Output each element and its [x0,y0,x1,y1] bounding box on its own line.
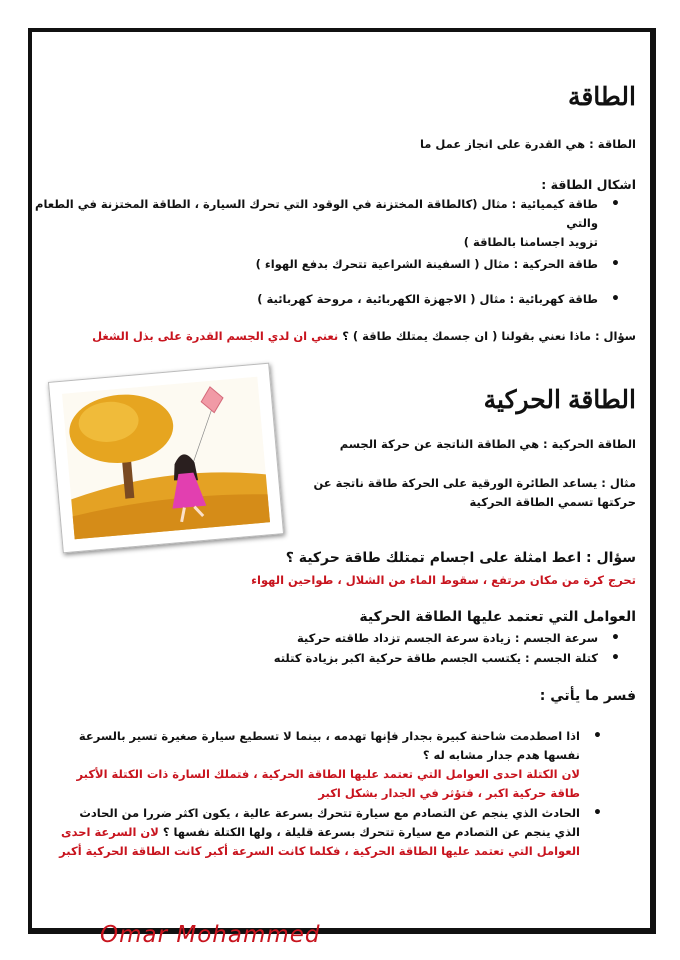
energy-form-electric [257,290,598,309]
text-line: حركتها تسمي الطاقة الحركية [469,495,636,509]
factors-heading: العوامل التي تعتمد عليها الطاقة الحركية [359,609,636,625]
text-line: • اذا اصطدمت شاحنة كبيرة بجدار فإنها تهدمه ، بينما لا تسطيع سيارة صغيرة تسير بالسرعة [78,729,580,743]
text-line: • سرعة الجسم : زيادة سرعة الجسم تزداد طاقته حركية [296,631,598,645]
explain-item-2 [59,804,580,861]
title-energy: الطاقة [567,83,636,111]
energy-forms-heading: اشكال الطاقة : [541,177,636,192]
kinetic-example [313,474,636,512]
text-line: • الحادث الذي ينجم عن التصادم مع سيارة تتحرك بسرعة عالية ، يكون اكثر ضررا من الحادث [79,806,580,820]
text-line: • طاقة كيميائية : مثال (كالطاقة المختزنة في الوقود التي تحرك السيارة ، الطاقة المختزنة في الطعام والتي [35,197,598,230]
title-kinetic-energy: الطاقة الحركية [483,386,636,414]
explain-heading: فسر ما يأتي : [539,688,636,704]
text-line: • كتلة الجسم : يكتسب الجسم طاقة حركية اكبر بزيادة كتلته [273,651,598,665]
text-line: • طاقة كهربائية : مثال ( الاجهزة الكهربائية ، مروحة كهربائية ) [257,292,598,306]
answer-2: تحرج كرة من مكان مرتفع ، سقوط الماء من الشلال ، طواحين الهواء [251,573,636,587]
answer-text: نعني ان لدي الجسم القدرة على بذل الشغل [92,329,339,343]
kite-girl-illustration [48,363,284,554]
question-2: سؤال : اعط امثلة على اجسام تمتلك طاقة حركية ؟ [285,550,636,566]
text-line: • طاقة الحركية : مثال ( السفينة الشراعية تتحرك بدفع الهواء ) [255,257,598,271]
text-line: نفسها هدم جدار مشابه له ؟ [422,748,580,762]
answer-line: طاقة حركية اكبر ، فتؤثر في الجدار بشكل اكبر [318,786,580,800]
question-text: سؤال : ماذا نعني بقولنا ( ان جسمك يمتلك طاقة ) ؟ [342,329,636,343]
energy-definition: الطاقة : هي القدرة على انجاز عمل ما [419,137,636,151]
text-line: مثال : يساعد الطائرة الورقية على الحركة طاقة ناتجة عن [313,476,636,490]
energy-form-chemical [0,195,598,252]
text-line: تزويد اجسامنا بالطاقة ) [463,235,598,249]
answer-line: العوامل التي تعتمد عليها الطاقة الحركية ، فكلما كانت السرعة أكبر كانت الطاقة الحركية أكبر [59,844,580,858]
answer-text: لان السرعة احدى [61,825,159,839]
question-1 [92,327,636,346]
answer-line: لان الكتلة احدى العوامل التي تعتمد عليها الطاقة الحركية ، فتملك السارة ذات الكتلة الأكبر [76,767,580,781]
question-text: الذي ينجم عن التصادم مع سيارة تتحرك بسرعة قليلة ، ولها الكتلة نفسها ؟ [162,825,580,839]
kinetic-definition: الطاقة الحركية : هي الطاقة الناتجة عن حركة الجسم [339,437,636,451]
explain-item-1 [76,727,580,803]
author-signature: Omar Mohammed [100,922,321,948]
factor-mass [274,649,598,668]
energy-form-kinetic [256,255,598,274]
autumn-scene-image [49,364,283,553]
factor-speed [297,629,598,648]
text-line [59,823,580,842]
